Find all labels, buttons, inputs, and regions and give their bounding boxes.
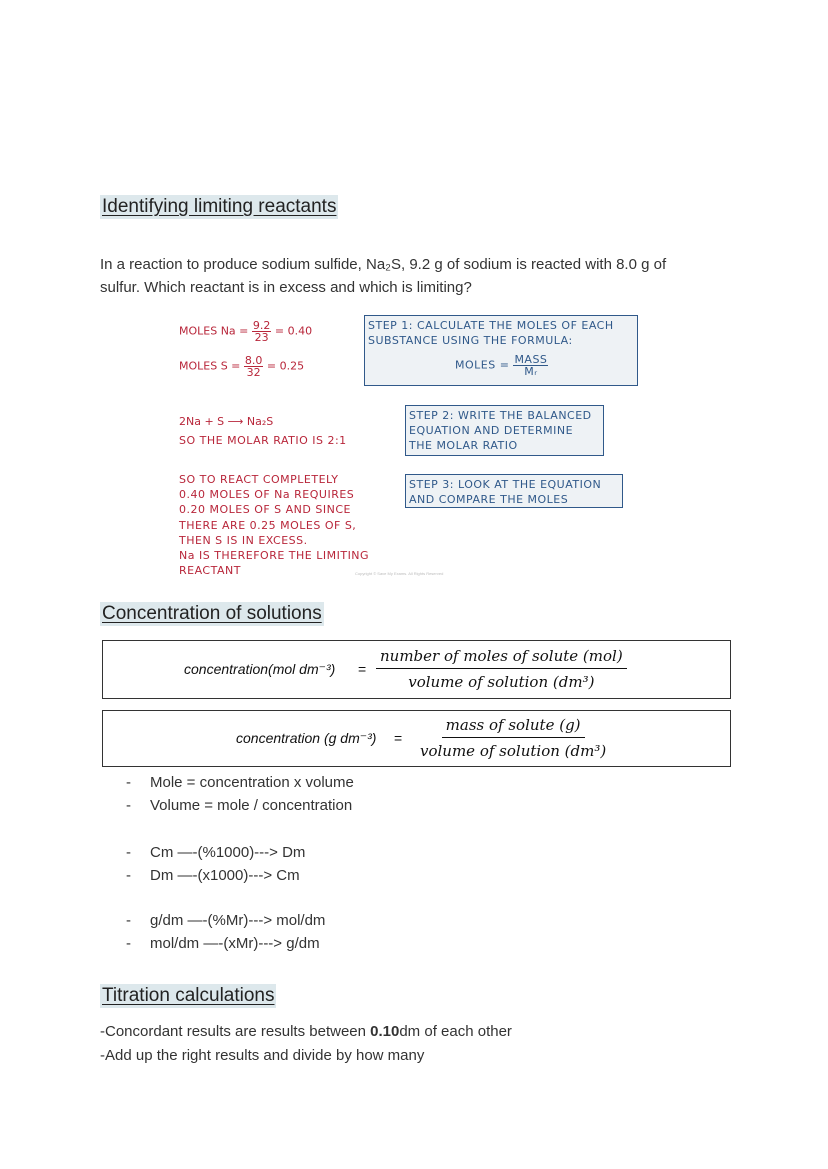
step-3-line: STEP 3: LOOK AT THE EQUATION [409, 478, 602, 491]
bullet-volume-formula: Volume = mole / concentration [150, 797, 353, 814]
formula-2-numerator: mass of solute (g) [442, 716, 585, 738]
concordant-line [100, 1020, 512, 1043]
balanced-equation: 2Na + S ⟶ Na₂S [179, 415, 274, 428]
step-2-line: STEP 2: WRITE THE BALANCED [409, 409, 592, 422]
moles-na-label: MOLES Na = [179, 324, 249, 338]
moles-na-den: 23 [254, 331, 269, 344]
conclusion-line: 0.40 MOLES OF Na REQUIRES [179, 488, 355, 502]
formula-2-fraction [416, 716, 610, 760]
formula-1-fraction [376, 647, 627, 691]
step-3-line: AND COMPARE THE MOLES [409, 493, 569, 506]
average-line: -Add up the right results and divide by how many [100, 1047, 425, 1064]
formula-2-label: concentration (g dm⁻³) [236, 730, 377, 746]
question-text [100, 253, 666, 299]
step-1-formula-num: MASS [514, 353, 548, 366]
step-1-line-1: STEP 1: CALCULATE THE MOLES OF EACH [368, 319, 614, 332]
question-line-2: sulfur. Which reactant is in excess and which is limiting? [100, 279, 472, 296]
bullet-mole-formula: Mole = concentration x volume [150, 774, 354, 791]
moles-s-label: MOLES S = [179, 359, 241, 373]
question-line-1: In a reaction to produce sodium sulfide, Na₂S, 9.2 g of sodium is reacted with 8.0 g of [100, 256, 667, 273]
section-heading-concentration: Concentration of solutions [102, 603, 322, 624]
bullet-dash: - [126, 867, 131, 884]
conclusion-line: 0.20 MOLES OF S AND SINCE [179, 503, 351, 517]
formula-2-equals: = [394, 730, 403, 746]
step-3-box [405, 474, 623, 508]
moles-s-den: 32 [246, 366, 261, 379]
step-1-formula [455, 354, 548, 377]
concordant-text-pre: -Concordant results are results between [100, 1023, 371, 1040]
concentration-g-formula-box [102, 710, 731, 767]
conclusion-line: SO TO REACT COMPLETELY [179, 473, 339, 486]
molar-ratio: SO THE MOLAR RATIO IS 2:1 [179, 434, 347, 447]
formula-1-equals: = [358, 661, 367, 677]
step-1-formula-label: MOLES = [455, 358, 510, 372]
section-heading-limiting-reactants: Identifying limiting reactants [102, 196, 337, 217]
step-1-box [364, 315, 638, 386]
bullet-cm-to-dm: Cm —-(%1000)---> Dm [150, 844, 306, 861]
step-1-line-2: SUBSTANCE USING THE FORMULA: [368, 334, 573, 347]
copyright-note: Copyright © Save My Exams. All Rights Reserved [355, 571, 444, 576]
moles-s-result: = 0.25 [266, 359, 305, 373]
formula-2-denominator: volume of solution (dm³) [420, 742, 607, 760]
conclusion-line: REACTANT [179, 564, 241, 578]
concentration-mol-formula-box [102, 640, 731, 699]
conclusion-line: THERE ARE 0.25 MOLES OF S, [179, 518, 357, 532]
bullet-dash: - [126, 774, 131, 791]
moles-s-calc [179, 355, 304, 378]
conclusion-text [179, 472, 369, 578]
moles-na-calc [179, 320, 312, 343]
step-2-box [405, 405, 604, 456]
step-2-line: EQUATION AND DETERMINE [409, 424, 574, 437]
moles-s-num: 8.0 [244, 354, 263, 367]
bullet-mol-to-g: mol/dm —-(xMr)---> g/dm [150, 935, 320, 952]
conclusion-line: THEN S IS IN EXCESS. [179, 533, 308, 547]
formula-1-denominator: volume of solution (dm³) [408, 673, 595, 691]
step-1-formula-fraction [513, 354, 548, 377]
bullet-dash: - [126, 912, 131, 929]
bullet-dash: - [126, 797, 131, 814]
bullet-dash: - [126, 844, 131, 861]
step-2-line: THE MOLAR RATIO [409, 439, 518, 452]
moles-na-num: 9.2 [252, 319, 271, 332]
concordant-text-post: dm of each other [399, 1023, 512, 1040]
step-1-formula-den: Mᵣ [524, 365, 538, 378]
conclusion-line: Na IS THEREFORE THE LIMITING [179, 549, 370, 563]
bullet-dash: - [126, 935, 131, 952]
section-heading-titration: Titration calculations [102, 985, 275, 1006]
formula-1-numerator: number of moles of solute (mol) [376, 647, 627, 669]
bullet-dm-to-cm: Dm —-(x1000)---> Cm [150, 867, 300, 884]
moles-na-fraction [252, 320, 272, 343]
moles-na-result: = 0.40 [274, 324, 313, 338]
concordant-value: 0.10 [370, 1023, 400, 1040]
formula-1-label: concentration(mol dm⁻³) [184, 661, 336, 677]
moles-s-fraction [244, 355, 264, 378]
bullet-g-to-mol: g/dm —-(%Mr)---> mol/dm [150, 912, 326, 929]
